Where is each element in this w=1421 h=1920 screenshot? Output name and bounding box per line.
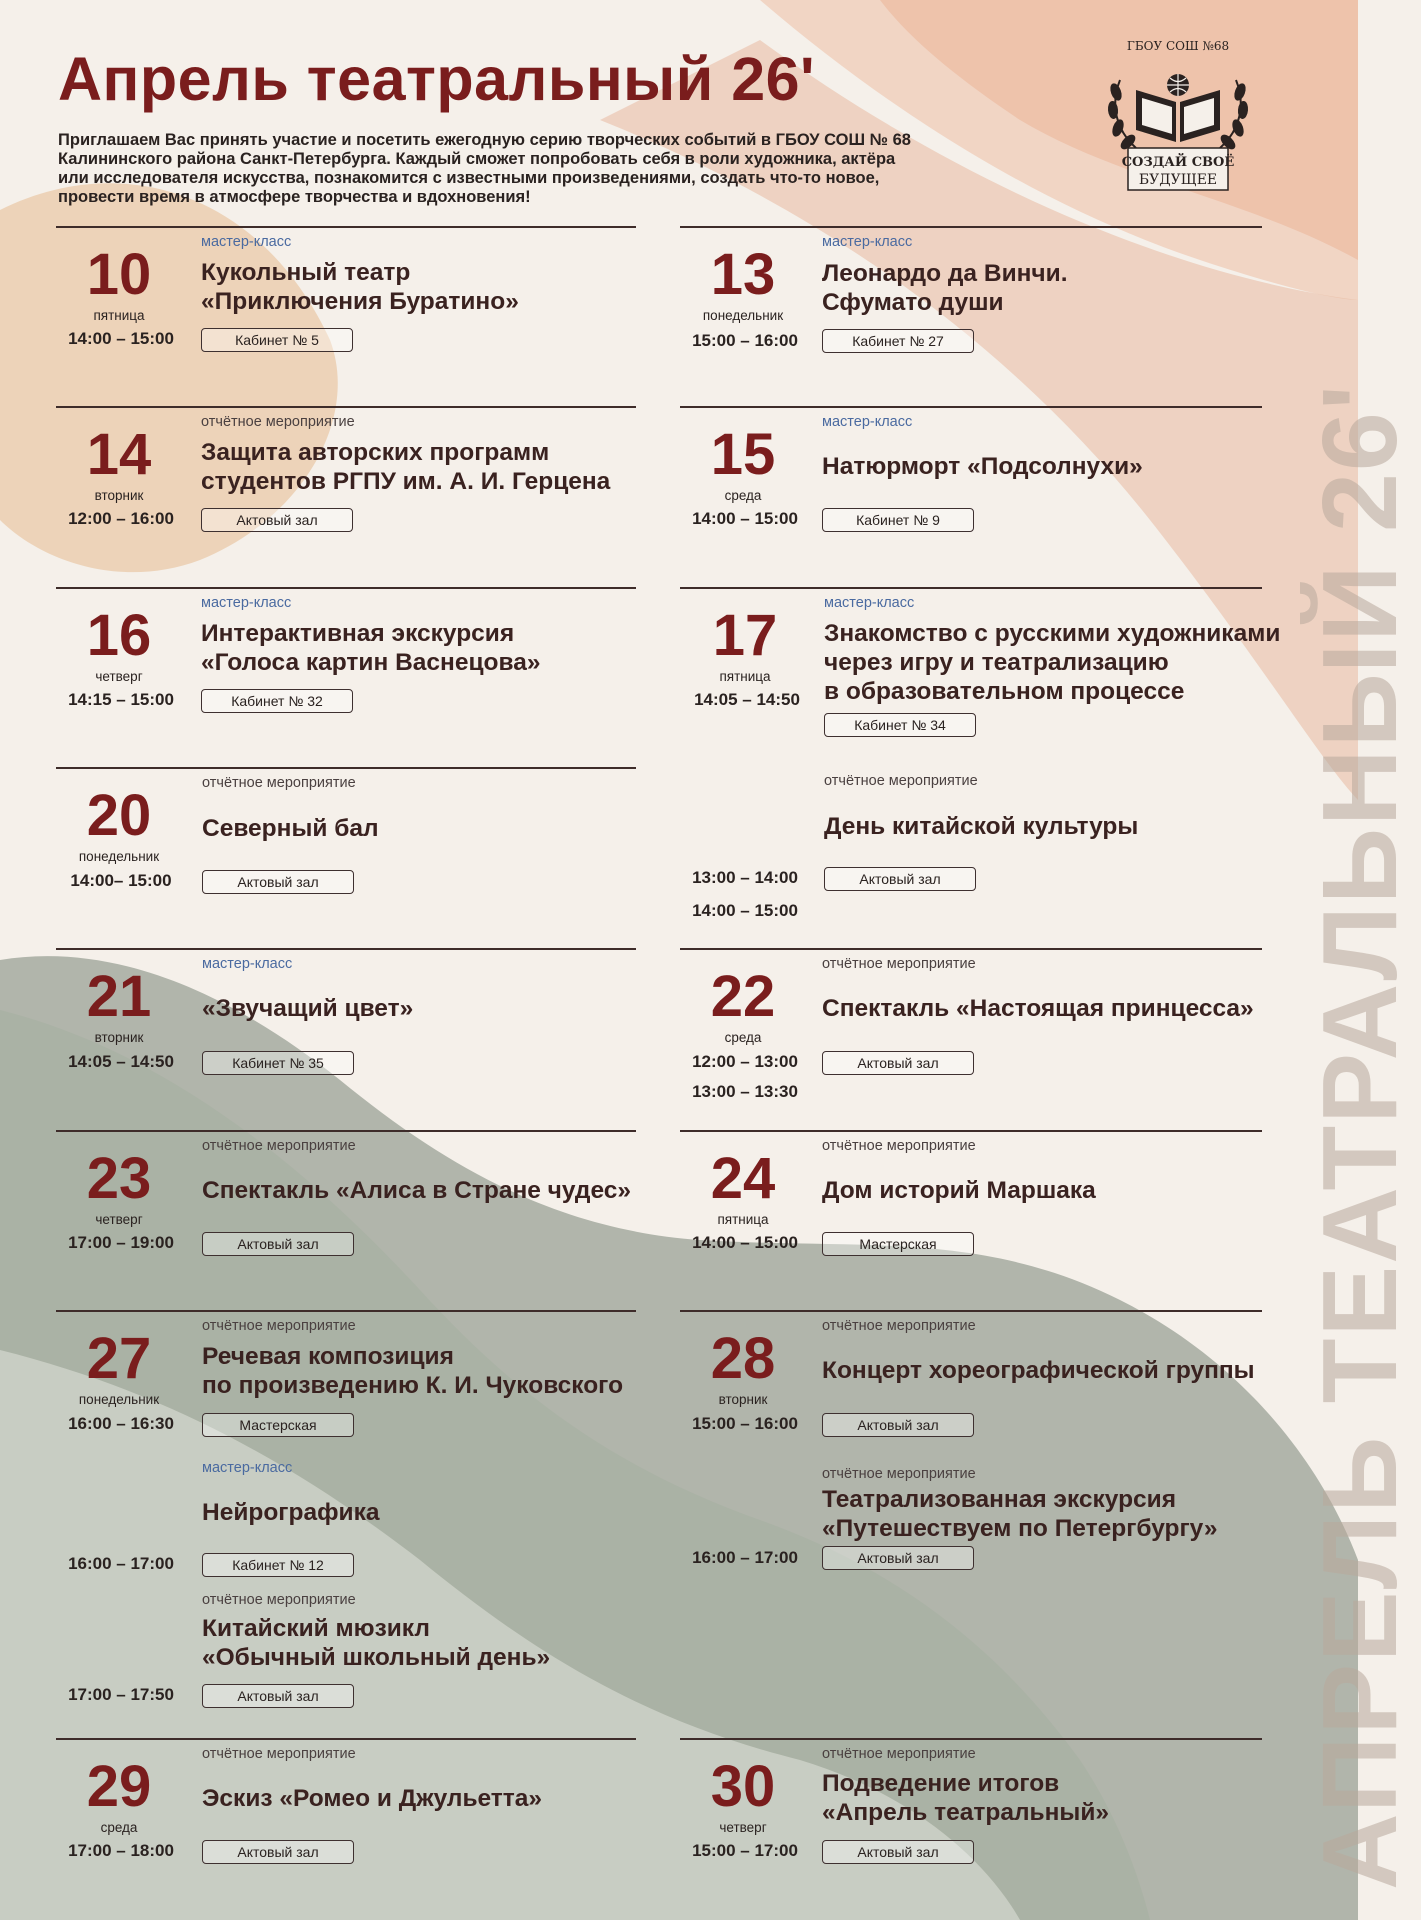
event-time: 15:00 – 16:00 xyxy=(692,1414,798,1433)
globe-icon xyxy=(1167,74,1189,96)
intro-line: или исследователя искусства, познакомится с известными произведениями, создать что-то новое, xyxy=(58,169,880,187)
event-time: 14:00 – 15:00 xyxy=(692,1233,798,1252)
event-type: мастер-класс xyxy=(201,595,292,611)
event-type: отчётное мероприятие xyxy=(824,773,978,789)
event-title-line: студентов РГПУ им. А. И. Герцена xyxy=(201,468,611,495)
event-title-line: Подведение итогов xyxy=(822,1770,1060,1797)
event-day: 23 xyxy=(86,1146,152,1211)
event-type: отчётное мероприятие xyxy=(201,414,355,430)
intro-line: Приглашаем Вас принять участие и посетить ежегодную серию творческих событий в ГБОУ СОШ № 68 xyxy=(58,131,911,149)
event-room: Актовый зал xyxy=(201,508,353,532)
event-card xyxy=(680,226,1262,398)
event-time: 17:00 – 19:00 xyxy=(68,1233,174,1252)
event-type: отчётное мероприятие xyxy=(202,1318,356,1334)
event-type: отчётное мероприятие xyxy=(822,956,976,972)
event-room: Кабинет № 35 xyxy=(202,1051,354,1075)
event-title xyxy=(822,1356,1255,1385)
event-card xyxy=(56,587,636,759)
event-type: отчётное мероприятие xyxy=(202,1746,356,1762)
event-title xyxy=(202,1784,542,1813)
event-title xyxy=(202,1342,623,1400)
event-card xyxy=(56,1738,636,1890)
event-room: Актовый зал xyxy=(824,867,976,891)
page-title: Апрель театральный 26' xyxy=(58,45,816,113)
event-title-line: «Приключения Буратино» xyxy=(201,288,519,315)
event-weekday: четверг xyxy=(95,669,143,684)
event-day: 13 xyxy=(710,242,776,307)
event-weekday: вторник xyxy=(718,1392,768,1407)
event-time: 14:15 – 15:00 xyxy=(68,690,174,709)
event-day: 20 xyxy=(86,783,152,848)
event-day: 27 xyxy=(86,1326,152,1391)
event-day: 28 xyxy=(710,1326,776,1391)
event-type: мастер-класс xyxy=(824,595,915,611)
event-time: 15:00 – 17:00 xyxy=(692,1841,798,1860)
event-title xyxy=(824,619,1280,706)
event-weekday: пятница xyxy=(93,308,145,323)
event-title-line: Нейрографика xyxy=(202,1499,380,1526)
event-time: 16:00 – 17:00 xyxy=(68,1554,174,1573)
event-title-line: «Апрель театральный» xyxy=(822,1799,1110,1826)
event-room: Кабинет № 27 xyxy=(822,329,974,353)
event-room: Кабинет № 32 xyxy=(201,689,353,713)
event-title-line: Театрализованная экскурсия xyxy=(822,1486,1177,1513)
event-type: отчётное мероприятие xyxy=(202,1138,356,1154)
event-weekday: понедельник xyxy=(702,308,784,323)
event-card xyxy=(680,767,1262,937)
event-title-line: «Голоса картин Васнецова» xyxy=(201,649,541,676)
event-title-line: «Звучащий цвет» xyxy=(202,995,414,1022)
event-time: 14:05 – 14:50 xyxy=(694,690,800,709)
event-room: Кабинет № 5 xyxy=(201,328,353,352)
event-type: отчётное мероприятие xyxy=(202,775,356,791)
event-type: мастер-класс xyxy=(201,234,292,250)
event-type: мастер-класс xyxy=(202,1460,293,1476)
event-card xyxy=(56,406,636,578)
event-card xyxy=(56,948,636,1120)
event-type: отчётное мероприятие xyxy=(202,1592,356,1608)
event-card xyxy=(56,1590,636,1720)
event-weekday: среда xyxy=(100,1820,138,1835)
event-time: 15:00 – 16:00 xyxy=(692,331,798,350)
event-room: Актовый зал xyxy=(822,1546,974,1570)
event-room: Актовый зал xyxy=(202,870,354,894)
event-card xyxy=(680,1460,1262,1590)
event-title-line: Кукольный театр xyxy=(201,259,411,286)
event-title xyxy=(201,619,540,677)
event-time: 12:00 – 16:00 xyxy=(68,509,174,528)
event-room: Кабинет № 34 xyxy=(824,713,976,737)
event-card xyxy=(680,1738,1262,1890)
event-day: 22 xyxy=(710,964,776,1029)
event-title xyxy=(202,1498,380,1527)
event-title xyxy=(201,438,610,496)
event-card xyxy=(680,1130,1262,1302)
intro-line: провести время в атмосфере творчества и вдохновения! xyxy=(58,188,531,206)
event-time: 14:00 – 15:00 xyxy=(692,509,798,528)
event-room: Актовый зал xyxy=(202,1684,354,1708)
event-title xyxy=(202,1614,550,1672)
logo-line2: БУДУЩЕЕ xyxy=(1138,172,1218,188)
event-weekday: вторник xyxy=(94,488,144,503)
event-title xyxy=(822,452,1143,481)
event-time: 14:00 – 15:00 xyxy=(68,329,174,348)
event-time: 16:00 – 17:00 xyxy=(692,1548,798,1567)
event-title-line: Защита авторских программ xyxy=(201,439,550,466)
event-title xyxy=(822,1769,1109,1827)
vertical-watermark-title: АПРЕЛЬ ТЕАТРАЛЬНЫЙ 26' xyxy=(1301,382,1419,1890)
event-type: мастер-класс xyxy=(202,956,293,972)
event-title-line: Дом историй Маршака xyxy=(822,1177,1096,1204)
event-title-line: Эскиз «Ромео и Джульетта» xyxy=(202,1785,543,1812)
event-title xyxy=(202,814,379,843)
event-title-line: День китайской культуры xyxy=(824,813,1139,840)
event-title-line: Концерт хореографической группы xyxy=(822,1357,1255,1384)
event-weekday: вторник xyxy=(94,1030,144,1045)
event-room: Актовый зал xyxy=(202,1840,354,1864)
event-title-line: Знакомство с русскими художниками xyxy=(824,620,1281,647)
event-card xyxy=(680,587,1281,759)
event-type: отчётное мероприятие xyxy=(822,1466,976,1482)
event-card xyxy=(56,1130,636,1302)
event-card xyxy=(680,406,1262,578)
event-day: 15 xyxy=(710,422,776,487)
event-day: 16 xyxy=(86,603,152,668)
event-time: 14:05 – 14:50 xyxy=(68,1052,174,1071)
event-title-line: Леонардо да Винчи. xyxy=(822,260,1068,287)
event-day: 17 xyxy=(712,603,778,668)
event-card xyxy=(56,226,636,398)
event-room: Актовый зал xyxy=(822,1051,974,1075)
event-title-line: Интерактивная экскурсия xyxy=(201,620,515,647)
event-day: 21 xyxy=(86,964,152,1029)
event-title-line: Китайский мюзикл xyxy=(202,1615,430,1642)
event-room: Мастерская xyxy=(822,1232,974,1256)
event-room: Актовый зал xyxy=(822,1840,974,1864)
event-day: 29 xyxy=(86,1754,152,1819)
event-title xyxy=(824,812,1138,841)
event-room: Мастерская xyxy=(202,1413,354,1437)
event-title-line: Северный бал xyxy=(202,815,379,842)
event-title xyxy=(202,994,413,1023)
event-weekday: понедельник xyxy=(78,1392,160,1407)
event-room: Кабинет № 9 xyxy=(822,508,974,532)
event-time: 13:00 – 14:00 xyxy=(692,868,798,887)
event-title-line: Спектакль «Алиса в Стране чудес» xyxy=(202,1177,632,1204)
event-title-line: в образовательном процессе xyxy=(824,678,1185,705)
event-title-line: «Обычный школьный день» xyxy=(202,1644,551,1671)
event-time: 14:00– 15:00 xyxy=(70,871,172,890)
school-logo xyxy=(1098,30,1258,200)
event-title xyxy=(822,1176,1096,1205)
event-title-line: Речевая композиция xyxy=(202,1343,454,1370)
intro-text xyxy=(58,131,1008,207)
event-time: 16:00 – 16:30 xyxy=(68,1414,174,1433)
event-time: 12:00 – 13:00 xyxy=(692,1052,798,1071)
event-title-line: через игру и театрализацию xyxy=(824,649,1169,676)
event-card xyxy=(56,767,636,939)
event-card xyxy=(56,1450,636,1580)
intro-line: Калининского района Санкт-Петербурга. Каждый сможет попробовать себя в роли художника, актёра xyxy=(58,150,896,168)
logo-line1: СОЗДАЙ СВОЁ xyxy=(1121,155,1235,170)
event-type: мастер-класс xyxy=(822,414,913,430)
event-title xyxy=(822,259,1068,317)
event-time: 14:00 – 15:00 xyxy=(692,901,798,920)
event-type: отчётное мероприятие xyxy=(822,1746,976,1762)
event-day: 24 xyxy=(710,1146,776,1211)
event-day: 10 xyxy=(86,242,152,307)
event-room: Актовый зал xyxy=(202,1232,354,1256)
event-weekday: пятница xyxy=(719,669,771,684)
event-weekday: среда xyxy=(724,1030,762,1045)
event-type: мастер-класс xyxy=(822,234,913,250)
event-title xyxy=(201,258,519,316)
open-book-icon xyxy=(1136,90,1220,142)
event-title-line: Натюрморт «Подсолнухи» xyxy=(822,453,1143,480)
event-weekday: среда xyxy=(724,488,762,503)
event-card xyxy=(680,948,1262,1120)
event-title-line: «Путешествуем по Петергбургу» xyxy=(822,1515,1218,1542)
event-day: 14 xyxy=(86,422,152,487)
event-type: отчётное мероприятие xyxy=(822,1318,976,1334)
event-title xyxy=(202,1176,631,1205)
event-weekday: понедельник xyxy=(78,849,160,864)
event-title-line: по произведению К. И. Чуковского xyxy=(202,1372,624,1399)
event-weekday: четверг xyxy=(719,1820,767,1835)
event-title-line: Спектакль «Настоящая принцесса» xyxy=(822,995,1254,1022)
event-card xyxy=(680,1310,1262,1442)
logo-top-text: ГБОУ СОШ №68 xyxy=(1126,39,1230,53)
event-time: 17:00 – 18:00 xyxy=(68,1841,174,1860)
event-time: 13:00 – 13:30 xyxy=(692,1082,798,1101)
event-weekday: пятница xyxy=(717,1212,769,1227)
event-weekday: четверг xyxy=(95,1212,143,1227)
event-room: Актовый зал xyxy=(822,1413,974,1437)
event-room: Кабинет № 12 xyxy=(202,1553,354,1577)
event-title xyxy=(822,994,1254,1023)
event-type: отчётное мероприятие xyxy=(822,1138,976,1154)
event-title xyxy=(822,1485,1218,1543)
event-title-line: Сфумато души xyxy=(822,289,1004,316)
event-card xyxy=(56,1310,636,1442)
event-time: 17:00 – 17:50 xyxy=(68,1685,174,1704)
event-day: 30 xyxy=(710,1754,776,1819)
